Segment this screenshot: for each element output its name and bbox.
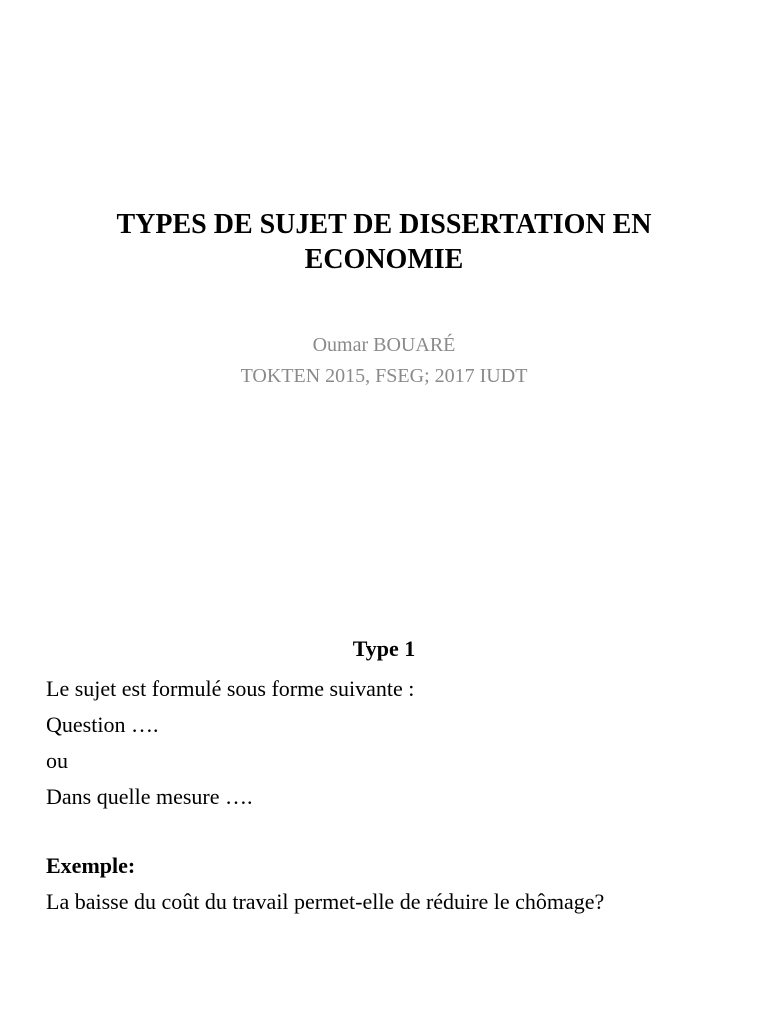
section-line-3: ou [46,748,68,773]
author-block [0,330,768,392]
author-affiliation: TOKTEN 2015, FSEG; 2017 IUDT [240,365,528,387]
section-body [46,671,746,815]
section-line-2: Question …. [46,712,159,737]
section-line-4: Dans quelle mesure …. [46,784,253,809]
section-line-1: Le sujet est formulé sous forme suivante : [46,676,415,701]
document-title [0,207,768,277]
author-name: Oumar BOUARÉ [312,334,456,356]
example-label: Exemple: [46,853,136,878]
section-heading: Type 1 [352,636,416,661]
example-block [46,848,746,920]
document-title-line-2: ECONOMIE [304,244,464,275]
document-title-line-1: TYPES DE SUJET DE DISSERTATION EN [116,209,652,240]
example-text: La baisse du coût du travail permet-elle de réduire le chômage? [46,889,605,914]
